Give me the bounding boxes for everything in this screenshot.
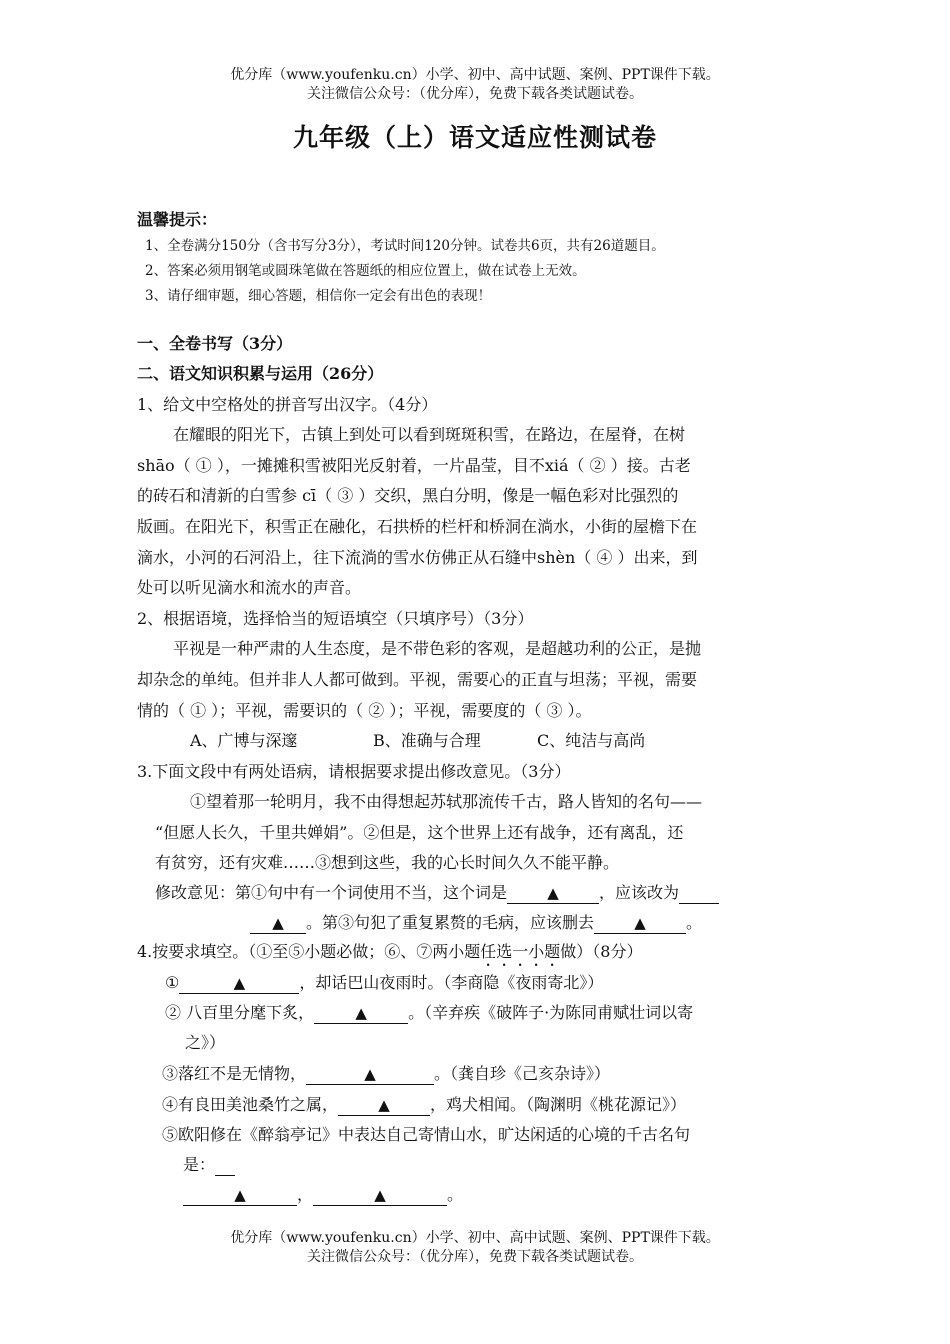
q2-line: 却杂念的单纯。但并非人人都可做到。平视，需要心的正直与坦荡；平视，需要 [137, 670, 698, 689]
q3-answer-line-1 [155, 880, 719, 906]
section-2-heading: 二、语文知识积累与运用（26分） [137, 364, 384, 383]
q1-line: 滴水，小河的石河沿上，往下流淌的雪水仿佛正从石缝中shèn（ ④ ）出来，到 [137, 548, 698, 567]
q4-item-5: ⑤欧阳修在《醉翁亭记》中表达自己寄情山水，旷达闲适的心境的千古名句 [162, 1125, 691, 1144]
answer-blank [338, 1095, 430, 1116]
q4-item-2 [165, 1000, 693, 1026]
q1-stem: 1、给文中空格处的拼音写出汉字。（4分） [137, 395, 438, 414]
blank-marker-icon: ▲ [355, 1004, 367, 1022]
answer-blank [679, 883, 719, 904]
q3-answer-line-2 [250, 910, 702, 936]
answer-blank [594, 913, 686, 934]
footer-line-1: 优分库（www.youfenku.cn）小学、初中、高中试题、案例、PPT课件下载。 [230, 1230, 720, 1246]
answer-blank [507, 883, 599, 904]
blank-marker-icon: ▲ [364, 1065, 376, 1083]
answer-blank [313, 1185, 447, 1206]
item-text: ④有良田美池桑竹之属， [162, 1095, 339, 1114]
notice-item: 3、请仔细审题，细心答题，相信你一定会有出色的表现！ [145, 288, 492, 304]
item-text: ， [297, 1185, 314, 1204]
item-text: 。（辛弃疾《破阵子·为陈同甫赋壮词以寄 [408, 1003, 694, 1022]
blank-marker-icon: ▲ [233, 974, 246, 992]
answer-blank [183, 1185, 297, 1206]
item-text: 是： [183, 1155, 216, 1174]
blank-marker-icon: ▲ [378, 1096, 390, 1114]
blank-marker-icon: ▲ [374, 1186, 386, 1204]
q3-line: 有贫穷，还有灾难……③想到这些，我的心长时间久久不能平静。 [155, 853, 620, 872]
q3-line: “但愿人长久，千里共婵娟”。②但是，这个世界上还有战争，还有离乱，还 [155, 823, 684, 842]
item-text: 。 [447, 1185, 464, 1204]
header-line-2: 关注微信公众号：（优分库），免费下载各类试题试卷。 [307, 86, 643, 102]
q3-line: ①望着那一轮明月，我不由得想起苏轼那流传千古，路人皆知的名句—— [190, 792, 703, 811]
q2-stem: 2、根据语境，选择恰当的短语填空（只填序号）（3分） [137, 609, 534, 628]
item-text: ，鸡犬相闻。（陶渊明《桃花源记》） [430, 1095, 687, 1114]
answer-blank [314, 1003, 408, 1024]
q3-stem: 3.下面文段中有两处语病，请根据要求提出修改意见。（3分） [137, 762, 571, 781]
item-text: ，却话巴山夜雨时。（李商隐《夜雨寄北》） [299, 973, 604, 992]
q1-line: 处可以听见滴水和流水的声音。 [137, 578, 362, 597]
notice-heading: 温馨提示： [137, 210, 218, 229]
q4-item-1 [165, 970, 603, 996]
q1-line: 的砖石和清新的白雪参 cī（ ③ ）交织，黑白分明，像是一幅色彩对比强烈的 [137, 486, 679, 505]
q2-line: 平视是一种严肃的人生态度，是不带色彩的客观，是超越功利的公正，是抛 [173, 639, 702, 658]
section-1-heading: 一、全卷书写（3分） [137, 334, 293, 353]
q4-stem-text: 做）（8分） [560, 942, 643, 961]
q2-option-b: B、准确与合理 [373, 731, 481, 750]
q2-option-c: C、纯洁与高尚 [537, 731, 646, 750]
q3-answer-text: ，应该改为 [599, 883, 680, 902]
q4-item-4 [162, 1092, 686, 1118]
q4-item-3 [162, 1061, 610, 1087]
answer-blank [179, 973, 299, 994]
q2-line: 情的（ ① ）；平视，需要识的（ ② ）；平视，需要度的（ ③ ）。 [137, 701, 592, 720]
footer-line-2: 关注微信公众号：（优分库），免费下载各类试题试卷。 [307, 1249, 643, 1265]
notice-item: 1、全卷满分150分（含书写分3分），考试时间120分钟。试卷共6页，共有26道题目。 [145, 238, 665, 254]
header-line-1: 优分库（www.youfenku.cn）小学、初中、高中试题、案例、PPT课件下载。 [230, 67, 720, 83]
q3-answer-text: 修改意见：第①句中有一个词使用不当，这个词是 [155, 883, 508, 902]
q4-item-2-cont: 之》） [185, 1033, 226, 1052]
q4-item-5-cont [183, 1152, 235, 1178]
answer-blank [306, 1064, 434, 1085]
blank-marker-icon: ▲ [547, 884, 559, 902]
q1-line: 在耀眼的阳光下，古镇上到处可以看到斑斑积雪，在路边，在屋脊，在树 [173, 425, 686, 444]
blank-marker-icon: ▲ [272, 914, 284, 932]
q3-answer-text: 。第③句犯了重复累赘的毛病，应该删去 [306, 913, 595, 932]
item-text: 。（龚自珍《己亥杂诗》） [434, 1064, 611, 1083]
q1-line: shāo（ ① ），一摊摊积雪被阳光反射着，一片晶莹，目不xiá（ ② ）接。古老 [137, 456, 691, 475]
q4-item-5-blanks [183, 1182, 463, 1208]
blank-marker-icon: ▲ [634, 914, 646, 932]
q2-option-a: A、广博与深邃 [190, 731, 298, 750]
q4-stem [137, 939, 642, 970]
q3-answer-text: 。 [686, 913, 703, 932]
answer-blank [215, 1155, 235, 1176]
answer-blank [250, 913, 306, 934]
item-number: ① [165, 973, 180, 992]
q1-line: 版画。在阳光下，积雪正在融化，石拱桥的栏杆和桥洞在淌水，小街的屋檐下在 [137, 517, 698, 536]
q4-stem-text: 4.按要求填空。（①至⑤小题必做；⑥、⑦两小题 [137, 942, 481, 961]
item-text: ③落红不是无情物， [162, 1064, 307, 1083]
q4-stem-emphasis: 任选一小题 [480, 942, 561, 961]
blank-marker-icon: ▲ [234, 1186, 246, 1204]
notice-item: 2、答案必须用钢笔或圆珠笔做在答题纸的相应位置上，做在试卷上无效。 [145, 263, 586, 279]
page-title: 九年级（上）语文适应性测试卷 [292, 123, 657, 152]
item-text: ② 八百里分麾下炙， [165, 1003, 315, 1022]
